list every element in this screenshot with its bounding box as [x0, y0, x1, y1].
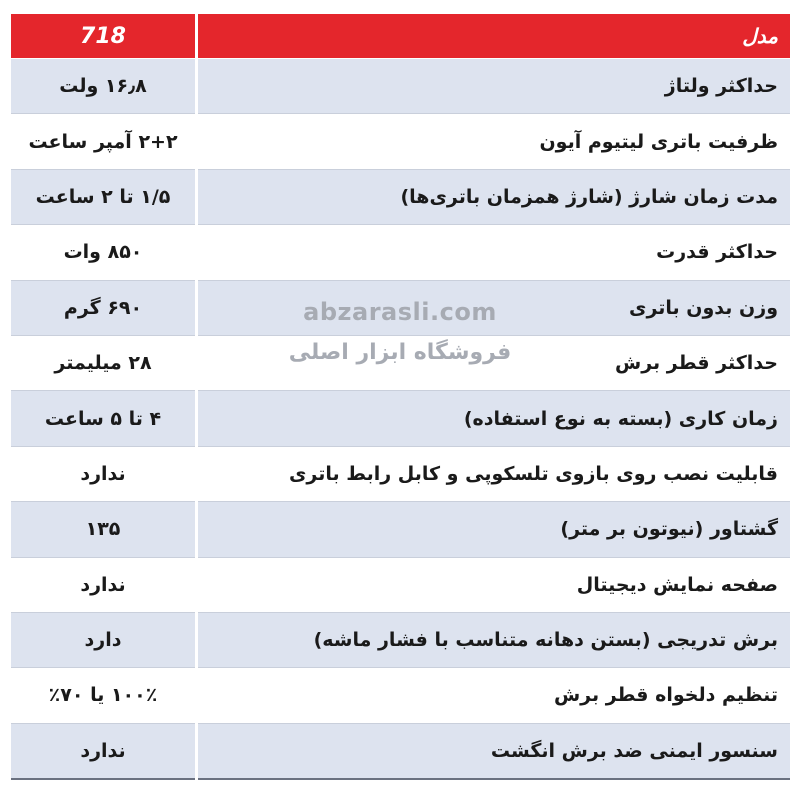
- watermark-url: abzarasli.com: [303, 298, 497, 326]
- spec-value: ۱۶٫۸ ولت: [11, 59, 197, 114]
- spec-value: ۲+۲ آمپر ساعت: [11, 114, 197, 169]
- spec-table: [11, 14, 790, 780]
- spec-label: مدت زمان شارژ (شارژ همزمان باتری‌ها): [197, 169, 791, 224]
- spec-label: زمان کاری (بسته به نوع استفاده): [197, 391, 791, 446]
- spec-value: ندارد: [11, 446, 197, 501]
- spec-row: [11, 59, 790, 114]
- spec-row: [11, 225, 790, 280]
- spec-value: ۸۵۰ وات: [11, 225, 197, 280]
- spec-label: قابلیت نصب روی بازوی تلسکوپی و کابل رابط باتری: [197, 446, 791, 501]
- spec-value: ۲۸ میلیمتر: [11, 335, 197, 390]
- spec-label: تنظیم دلخواه قطر برش: [197, 668, 791, 723]
- spec-row: [11, 391, 790, 446]
- spec-row: [11, 280, 790, 335]
- spec-row: [11, 668, 790, 723]
- spec-value: ندارد: [11, 723, 197, 779]
- spec-label: برش تدریجی (بستن دهانه متناسب با فشار ماشه): [197, 612, 791, 667]
- spec-label: وزن بدون باتری: [197, 280, 791, 335]
- spec-row: [11, 723, 790, 779]
- spec-label: حداکثر ولتاژ: [197, 59, 791, 114]
- spec-label: حداکثر قدرت: [197, 225, 791, 280]
- spec-label: ظرفیت باتری لیتیوم آیون: [197, 114, 791, 169]
- model-value: 718: [11, 14, 197, 59]
- spec-row: [11, 114, 790, 169]
- spec-value: ۱۰۰٪ یا ۷۰٪: [11, 668, 197, 723]
- spec-value: ۶۹۰ گرم: [11, 280, 197, 335]
- model-label: مدل: [197, 14, 791, 59]
- spec-row: [11, 502, 790, 557]
- spec-label: صفحه نمایش دیجیتال: [197, 557, 791, 612]
- spec-value: ۴ تا ۵ ساعت: [11, 391, 197, 446]
- spec-label: سنسور ایمنی ضد برش انگشت: [197, 723, 791, 779]
- spec-row: [11, 169, 790, 224]
- header-row: [11, 14, 790, 59]
- spec-row: [11, 557, 790, 612]
- spec-label: گشتاور (نیوتون بر متر): [197, 502, 791, 557]
- spec-row: [11, 612, 790, 667]
- spec-value: ۱/۵ تا ۲ ساعت: [11, 169, 197, 224]
- spec-value: ندارد: [11, 557, 197, 612]
- spec-row: [11, 446, 790, 501]
- spec-value: دارد: [11, 612, 197, 667]
- watermark-store-name: فروشگاه ابزار اصلی: [288, 340, 512, 365]
- spec-label: حداکثر قطر برش: [197, 335, 791, 390]
- spec-row: [11, 335, 790, 390]
- spec-value: ۱۳۵: [11, 502, 197, 557]
